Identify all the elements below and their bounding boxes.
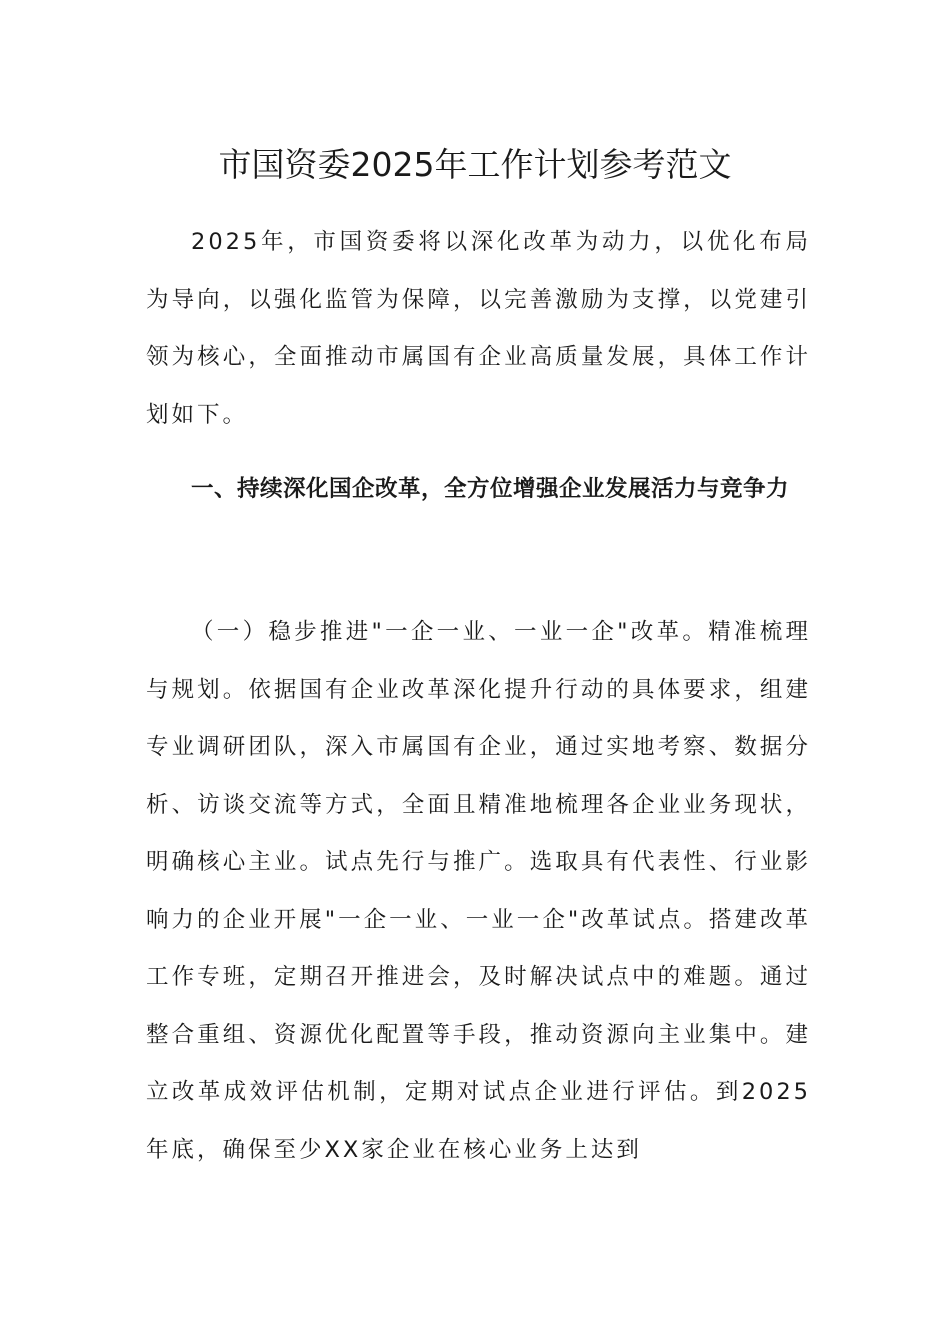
document-title: 市国资委2025年工作计划参考范文: [218, 145, 732, 184]
body-paragraph: （一）稳步推进"一企一业、一业一企"改革。精准梳理与规划。依据国有企业改革深化提升行动的具体要求，组建专业调研团队，深入市属国有企业，通过实地考察、数据分析、访谈交流等方式，全面且精准地梳理各企业业务现状，明确核心主业。试点先行与推广。选取具有代表性、行业影响力的企业开展"一企一业、一业一企"改革试点。搭建改革工作专班，定期召开推进会，及时解决试点中的难题。通过整合重组、资源优化配置等手段，推动资源向主业集中。建立改革成效评估机制，定期对试点企业进行评估。到2025年底，确保至少XX家企业在核心业务上达到: [146, 619, 811, 1163]
section-heading: 一、持续深化国企改革，全方位增强企业发展活力与竞争力: [191, 476, 790, 502]
intro-paragraph: 2025年，市国资委将以深化改革为动力，以优化布局为导向，以强化监管为保障，以完善激励为支撑，以党建引领为核心，全面推动市属国有企业高质量发展，具体工作计划如下。: [146, 229, 811, 428]
